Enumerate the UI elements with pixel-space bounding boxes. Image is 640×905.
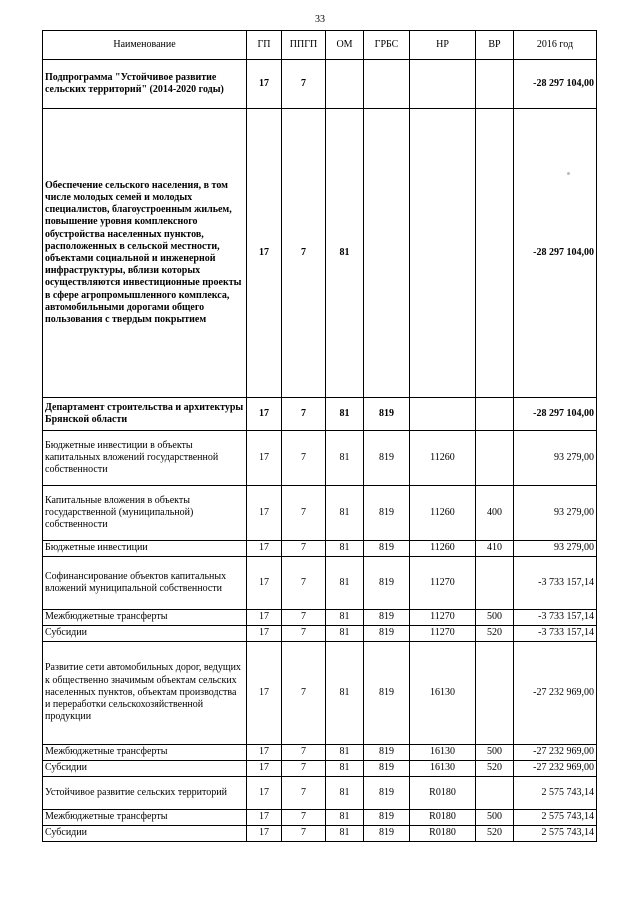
cell-om xyxy=(326,60,364,109)
cell-om: 81 xyxy=(326,109,364,398)
table-row xyxy=(43,826,597,842)
cell-vr: 500 xyxy=(476,745,514,761)
table-row xyxy=(43,626,597,642)
cell-om: 81 xyxy=(326,810,364,826)
cell-vr xyxy=(476,109,514,398)
cell-om: 81 xyxy=(326,541,364,557)
column-header-gp: ГП xyxy=(247,31,282,60)
cell-om: 81 xyxy=(326,761,364,777)
cell-name: Устойчивое развитие сельских территорий xyxy=(43,777,247,810)
column-header-year: 2016 год xyxy=(514,31,597,60)
table-row xyxy=(43,431,597,486)
cell-name: Межбюджетные трансферты xyxy=(43,610,247,626)
cell-om: 81 xyxy=(326,626,364,642)
cell-name: Бюджетные инвестиции в объекты капитальных вложений государственной собственности xyxy=(43,431,247,486)
cell-ppgp: 7 xyxy=(282,486,326,541)
cell-vr xyxy=(476,557,514,610)
cell-amount: 93 279,00 xyxy=(514,486,597,541)
cell-grbs: 819 xyxy=(364,610,410,626)
table-body xyxy=(43,60,597,842)
cell-gp: 17 xyxy=(247,431,282,486)
cell-name: Капитальные вложения в объекты государственной (муниципальной) собственности xyxy=(43,486,247,541)
cell-ppgp: 7 xyxy=(282,610,326,626)
cell-gp: 17 xyxy=(247,810,282,826)
cell-name: Субсидии xyxy=(43,826,247,842)
cell-gp: 17 xyxy=(247,610,282,626)
cell-np: 16130 xyxy=(410,761,476,777)
cell-grbs: 819 xyxy=(364,745,410,761)
cell-vr: 520 xyxy=(476,626,514,642)
table-row xyxy=(43,777,597,810)
cell-amount: -27 232 969,00 xyxy=(514,642,597,745)
cell-gp: 17 xyxy=(247,642,282,745)
cell-name: Подпрограмма "Устойчивое развитие сельских территорий" (2014-2020 годы) xyxy=(43,60,247,109)
cell-gp: 17 xyxy=(247,826,282,842)
cell-np: 11260 xyxy=(410,486,476,541)
cell-gp: 17 xyxy=(247,761,282,777)
table-row xyxy=(43,398,597,431)
cell-amount: 2 575 743,14 xyxy=(514,777,597,810)
cell-grbs: 819 xyxy=(364,761,410,777)
scan-speck xyxy=(567,172,570,175)
cell-amount: 2 575 743,14 xyxy=(514,826,597,842)
cell-grbs: 819 xyxy=(364,810,410,826)
cell-vr xyxy=(476,777,514,810)
cell-gp: 17 xyxy=(247,60,282,109)
cell-ppgp: 7 xyxy=(282,109,326,398)
column-header-np: НР xyxy=(410,31,476,60)
cell-vr xyxy=(476,431,514,486)
cell-vr: 500 xyxy=(476,810,514,826)
cell-amount: -28 297 104,00 xyxy=(514,109,597,398)
cell-om: 81 xyxy=(326,642,364,745)
cell-np: 11260 xyxy=(410,431,476,486)
cell-vr: 520 xyxy=(476,826,514,842)
cell-om: 81 xyxy=(326,610,364,626)
cell-np: 11270 xyxy=(410,557,476,610)
cell-grbs: 819 xyxy=(364,642,410,745)
table-row xyxy=(43,60,597,109)
cell-vr xyxy=(476,398,514,431)
table-row xyxy=(43,486,597,541)
cell-ppgp: 7 xyxy=(282,810,326,826)
cell-om: 81 xyxy=(326,777,364,810)
table-row xyxy=(43,810,597,826)
cell-np: 16130 xyxy=(410,745,476,761)
cell-amount: -27 232 969,00 xyxy=(514,745,597,761)
cell-np: R0180 xyxy=(410,777,476,810)
cell-vr: 520 xyxy=(476,761,514,777)
cell-name: Бюджетные инвестиции xyxy=(43,541,247,557)
cell-vr xyxy=(476,60,514,109)
cell-grbs: 819 xyxy=(364,557,410,610)
table-row xyxy=(43,541,597,557)
cell-om: 81 xyxy=(326,826,364,842)
cell-amount: 93 279,00 xyxy=(514,541,597,557)
cell-amount: 2 575 743,14 xyxy=(514,810,597,826)
table-row xyxy=(43,610,597,626)
cell-ppgp: 7 xyxy=(282,761,326,777)
cell-amount: -28 297 104,00 xyxy=(514,398,597,431)
cell-np: R0180 xyxy=(410,810,476,826)
cell-om: 81 xyxy=(326,398,364,431)
cell-np xyxy=(410,109,476,398)
cell-ppgp: 7 xyxy=(282,642,326,745)
cell-om: 81 xyxy=(326,745,364,761)
cell-np xyxy=(410,60,476,109)
cell-ppgp: 7 xyxy=(282,431,326,486)
cell-gp: 17 xyxy=(247,777,282,810)
page-number: 33 xyxy=(315,14,325,25)
cell-amount: -3 733 157,14 xyxy=(514,626,597,642)
cell-amount: -3 733 157,14 xyxy=(514,557,597,610)
cell-grbs: 819 xyxy=(364,398,410,431)
cell-grbs: 819 xyxy=(364,431,410,486)
cell-ppgp: 7 xyxy=(282,541,326,557)
cell-grbs: 819 xyxy=(364,486,410,541)
cell-grbs xyxy=(364,60,410,109)
cell-name: Развитие сети автомобильных дорог, ведущих к общественно значимым объектам сельских населенных пунктов, объектам производства и переработки сельскохозяйственной продукции xyxy=(43,642,247,745)
table-row xyxy=(43,642,597,745)
table-row xyxy=(43,745,597,761)
column-header-name: Наименование xyxy=(43,31,247,60)
cell-amount: 93 279,00 xyxy=(514,431,597,486)
cell-name: Департамент строительства и архитектуры Брянской области xyxy=(43,398,247,431)
cell-name: Межбюджетные трансферты xyxy=(43,745,247,761)
cell-name: Софинансирование объектов капитальных вложений муниципальной собственности xyxy=(43,557,247,610)
cell-amount: -3 733 157,14 xyxy=(514,610,597,626)
cell-gp: 17 xyxy=(247,541,282,557)
table-row xyxy=(43,109,597,398)
cell-name: Обеспечение сельского населения, в том числе молодых семей и молодых специалистов, благоустроенным жильем, повышение уровня комплексного обустройства населенных пунктов, расположенных в сельской местности, объектами социальной и инженерной инфраструктуры, вблизи которых осуществляются инвестиционные проекты в сфере агропромышленного комплекса, автомобильными дорогами общего пользования с твердым покрытием xyxy=(43,109,247,398)
cell-ppgp: 7 xyxy=(282,60,326,109)
cell-vr: 500 xyxy=(476,610,514,626)
cell-name: Субсидии xyxy=(43,626,247,642)
column-header-ppgp: ППГП xyxy=(282,31,326,60)
cell-grbs: 819 xyxy=(364,826,410,842)
cell-grbs xyxy=(364,109,410,398)
cell-name: Субсидии xyxy=(43,761,247,777)
cell-vr: 410 xyxy=(476,541,514,557)
cell-np: 11260 xyxy=(410,541,476,557)
cell-ppgp: 7 xyxy=(282,777,326,810)
cell-gp: 17 xyxy=(247,745,282,761)
cell-gp: 17 xyxy=(247,486,282,541)
cell-ppgp: 7 xyxy=(282,398,326,431)
table-header-row xyxy=(43,31,597,60)
cell-gp: 17 xyxy=(247,626,282,642)
cell-grbs: 819 xyxy=(364,541,410,557)
cell-gp: 17 xyxy=(247,398,282,431)
budget-table xyxy=(42,30,597,842)
table-row xyxy=(43,557,597,610)
column-header-grbs: ГРБС xyxy=(364,31,410,60)
cell-np: R0180 xyxy=(410,826,476,842)
cell-amount: -27 232 969,00 xyxy=(514,761,597,777)
cell-np: 16130 xyxy=(410,642,476,745)
cell-ppgp: 7 xyxy=(282,745,326,761)
column-header-om: ОМ xyxy=(326,31,364,60)
cell-np: 11270 xyxy=(410,626,476,642)
cell-vr: 400 xyxy=(476,486,514,541)
cell-om: 81 xyxy=(326,486,364,541)
cell-ppgp: 7 xyxy=(282,557,326,610)
cell-gp: 17 xyxy=(247,557,282,610)
cell-grbs: 819 xyxy=(364,626,410,642)
cell-om: 81 xyxy=(326,431,364,486)
cell-name: Межбюджетные трансферты xyxy=(43,810,247,826)
cell-ppgp: 7 xyxy=(282,626,326,642)
cell-ppgp: 7 xyxy=(282,826,326,842)
cell-np: 11270 xyxy=(410,610,476,626)
cell-vr xyxy=(476,642,514,745)
cell-grbs: 819 xyxy=(364,777,410,810)
cell-amount: -28 297 104,00 xyxy=(514,60,597,109)
table-row xyxy=(43,761,597,777)
column-header-vr: ВР xyxy=(476,31,514,60)
cell-gp: 17 xyxy=(247,109,282,398)
cell-np xyxy=(410,398,476,431)
cell-om: 81 xyxy=(326,557,364,610)
